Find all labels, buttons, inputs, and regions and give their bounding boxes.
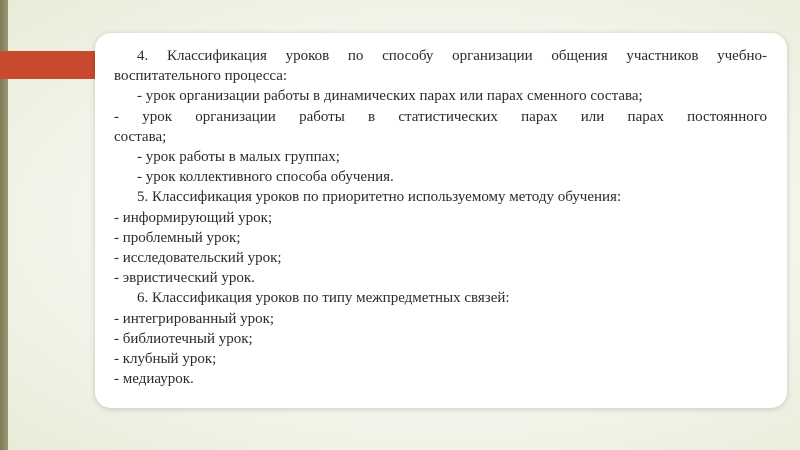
text-line: состава; (114, 128, 167, 145)
text-line: - интегрированный урок; (114, 310, 275, 327)
classification-text (114, 46, 767, 389)
text-line: - эвристический урок. (114, 270, 255, 287)
text-line: - информирующий урок; (114, 209, 273, 226)
text-line: - урок организации работы в динамических парах или парах сменного состава; (137, 88, 643, 105)
text-line: - урок коллективного способа обучения. (137, 169, 394, 186)
text-line: - проблемный урок; (114, 229, 241, 246)
text-line: - исследовательский урок; (114, 250, 282, 267)
text-line: - клубный урок; (114, 351, 217, 368)
text-line: - урок организации работы в статистических парах или парах постоянного (114, 108, 767, 125)
content-card (95, 33, 787, 408)
text-line: - медиаурок. (114, 371, 194, 388)
text-line: 5. Классификация уроков по приоритетно используемому методу обучения: (137, 189, 622, 206)
text-line: - библиотечный урок; (114, 330, 253, 347)
accent-arrow-bar (0, 51, 100, 79)
text-line: воспитательного процесса: (114, 68, 288, 85)
text-line: 4. Классификация уроков по способу организации общения участников учебно- (137, 48, 767, 64)
text-line: - урок работы в малых группах; (137, 149, 340, 166)
text-line: 6. Классификация уроков по типу межпредметных связей: (137, 290, 510, 307)
